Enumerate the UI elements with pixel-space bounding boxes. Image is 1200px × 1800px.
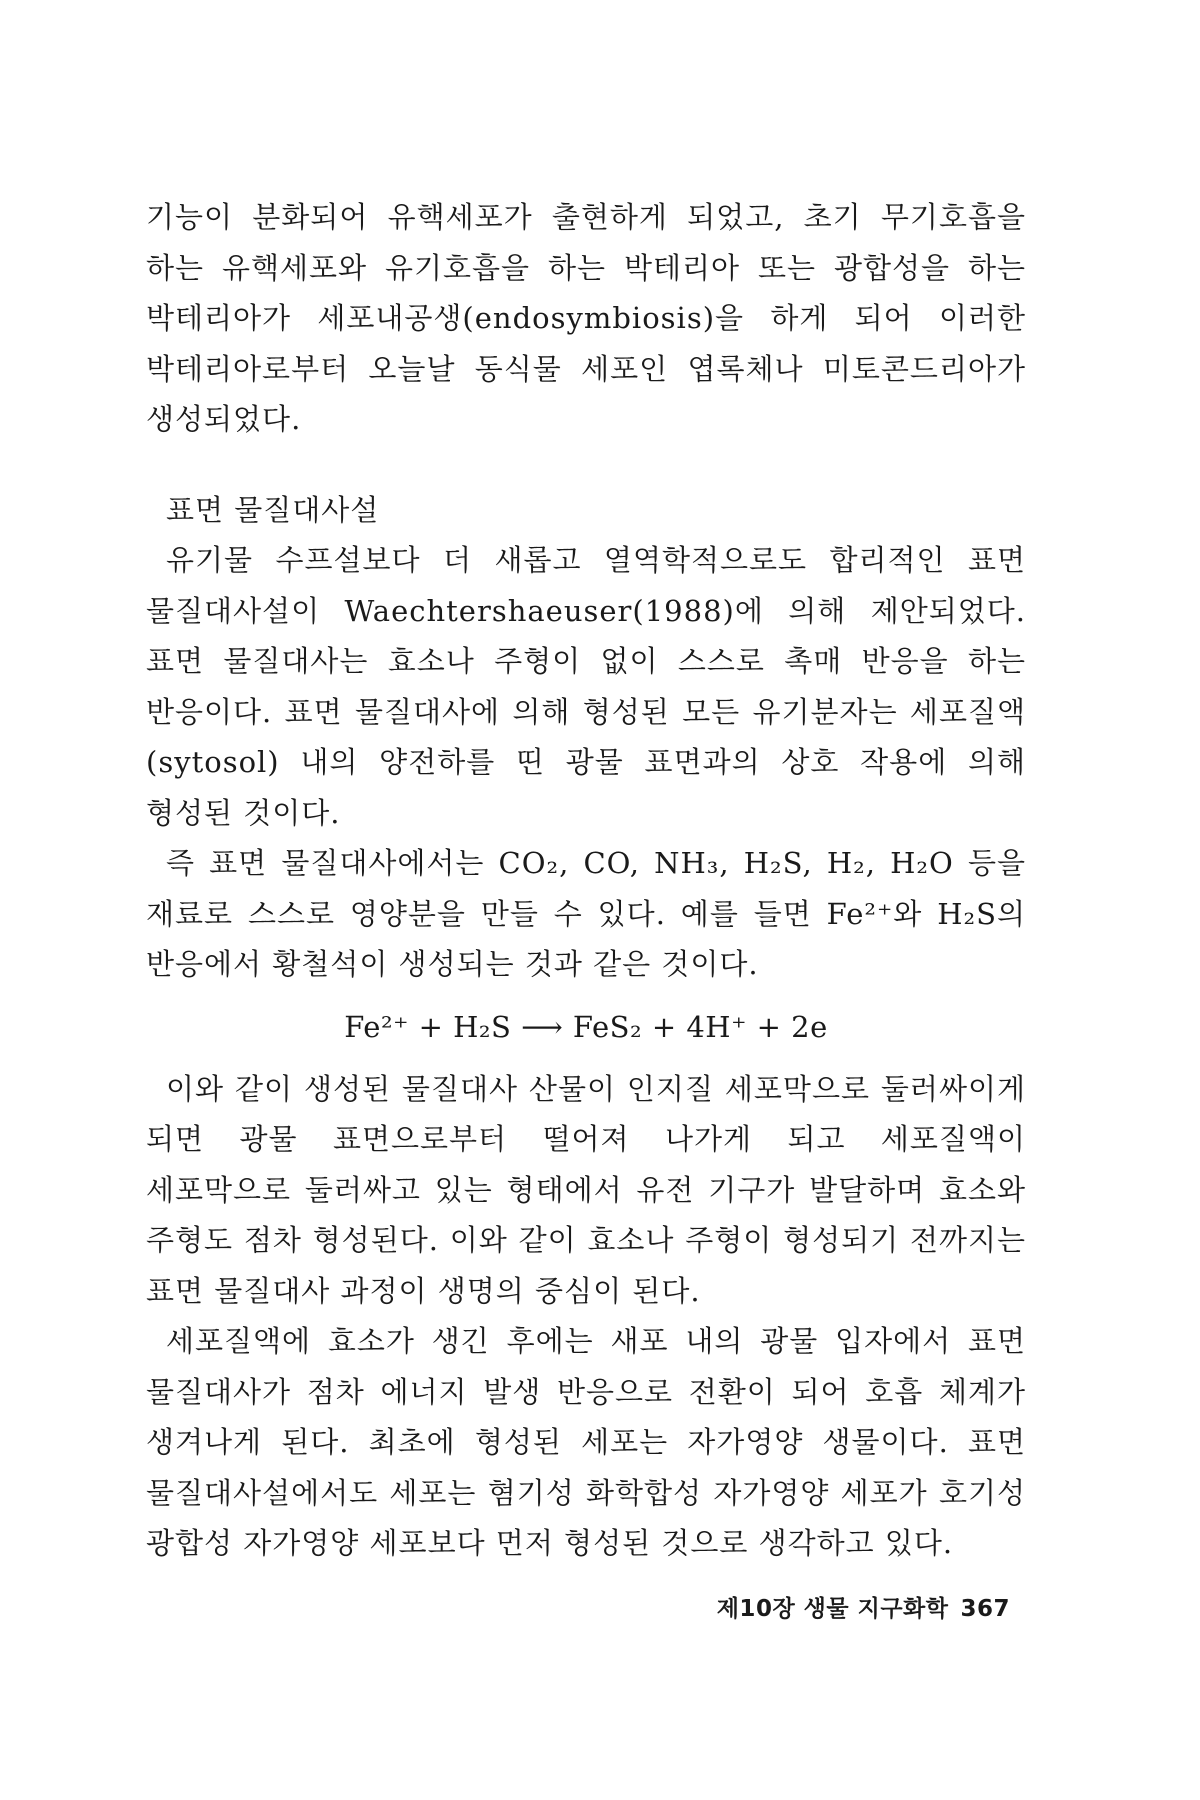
paragraph-endosymbiosis: 기능이 분화되어 유핵세포가 출현하게 되었고, 초기 무기호흡을 하는 유핵세포와 유기호흡을 하는 박테리아 또는 광합성을 하는 박테리아가 세포내공생(endosymbiosis)을 하게 되어 이러한 박테리아로부터 오늘날 동식물 세포인 엽록체나 미토콘드리아가 생성되었다. — [146, 200, 1026, 436]
paragraph-surface-metabolism-materials: 즉 표면 물질대사에서는 CO₂, CO, NH₃, H₂S, H₂, H₂O 등을 재료로 스스로 영양분을 만들 수 있다. 예를 들면 Fe²⁺와 H₂S의 반응에서 황철석이 생성되는 것과 같은 것이다. — [146, 846, 1026, 981]
chemical-equation: Fe²⁺ + H₂S ⟶ FeS₂ + 4H⁺ + 2e — [344, 1009, 828, 1044]
paragraph-membrane: 이와 같이 생성된 물질대사 산물이 인지질 세포막으로 둘러싸이게 되면 광물 표면으로부터 떨어져 나가게 되고 세포질액이 세포막으로 둘러싸고 있는 형태에서 유전 기구가 발달하며 효소와 주형도 점차 형성된다. 이와 같이 효소나 주형이 형성되기 전까지는 표면 물질대사 과정이 생명의 중심이 된다. — [146, 1071, 1026, 1308]
page-number: 367 — [960, 1596, 1010, 1622]
paragraph-autotroph: 세포질액에 효소가 생긴 후에는 새포 내의 광물 입자에서 표면 물질대사가 점차 에너지 발생 반응으로 전환이 되어 호흡 체계가 생겨나게 된다. 최초에 형성된 세포는 자가영양 생물이다. 표면 물질대사설에서도 세포는 혐기성 화학합성 자가영양 세포가 호기성 광합성 자가영양 세포보다 먼저 형성된 것으로 생각하고 있다. — [146, 1324, 1026, 1560]
section-spacer — [146, 445, 1026, 485]
body-text — [146, 192, 1026, 1569]
paragraph-surface-metabolism-intro: 유기물 수프설보다 더 새롭고 열역학적으로도 합리적인 표면 물질대사설이 Waechtershaeuser(1988)에 의해 제안되었다. 표면 물질대사는 효소나 주형이 없이 스스로 촉매 반응을 하는 반응이다. 표면 물질대사에 의해 형성된 모든 유기분자는 세포질액(sytosol) 내의 양전하를 띤 광물 표면과의 상호 작용에 의해 형성된 것이다. — [146, 543, 1026, 830]
page-footer — [717, 1590, 1010, 1623]
section-heading: 표면 물질대사설 — [166, 492, 380, 527]
chapter-title: 제10장 생물 지구화학 — [716, 1596, 949, 1622]
